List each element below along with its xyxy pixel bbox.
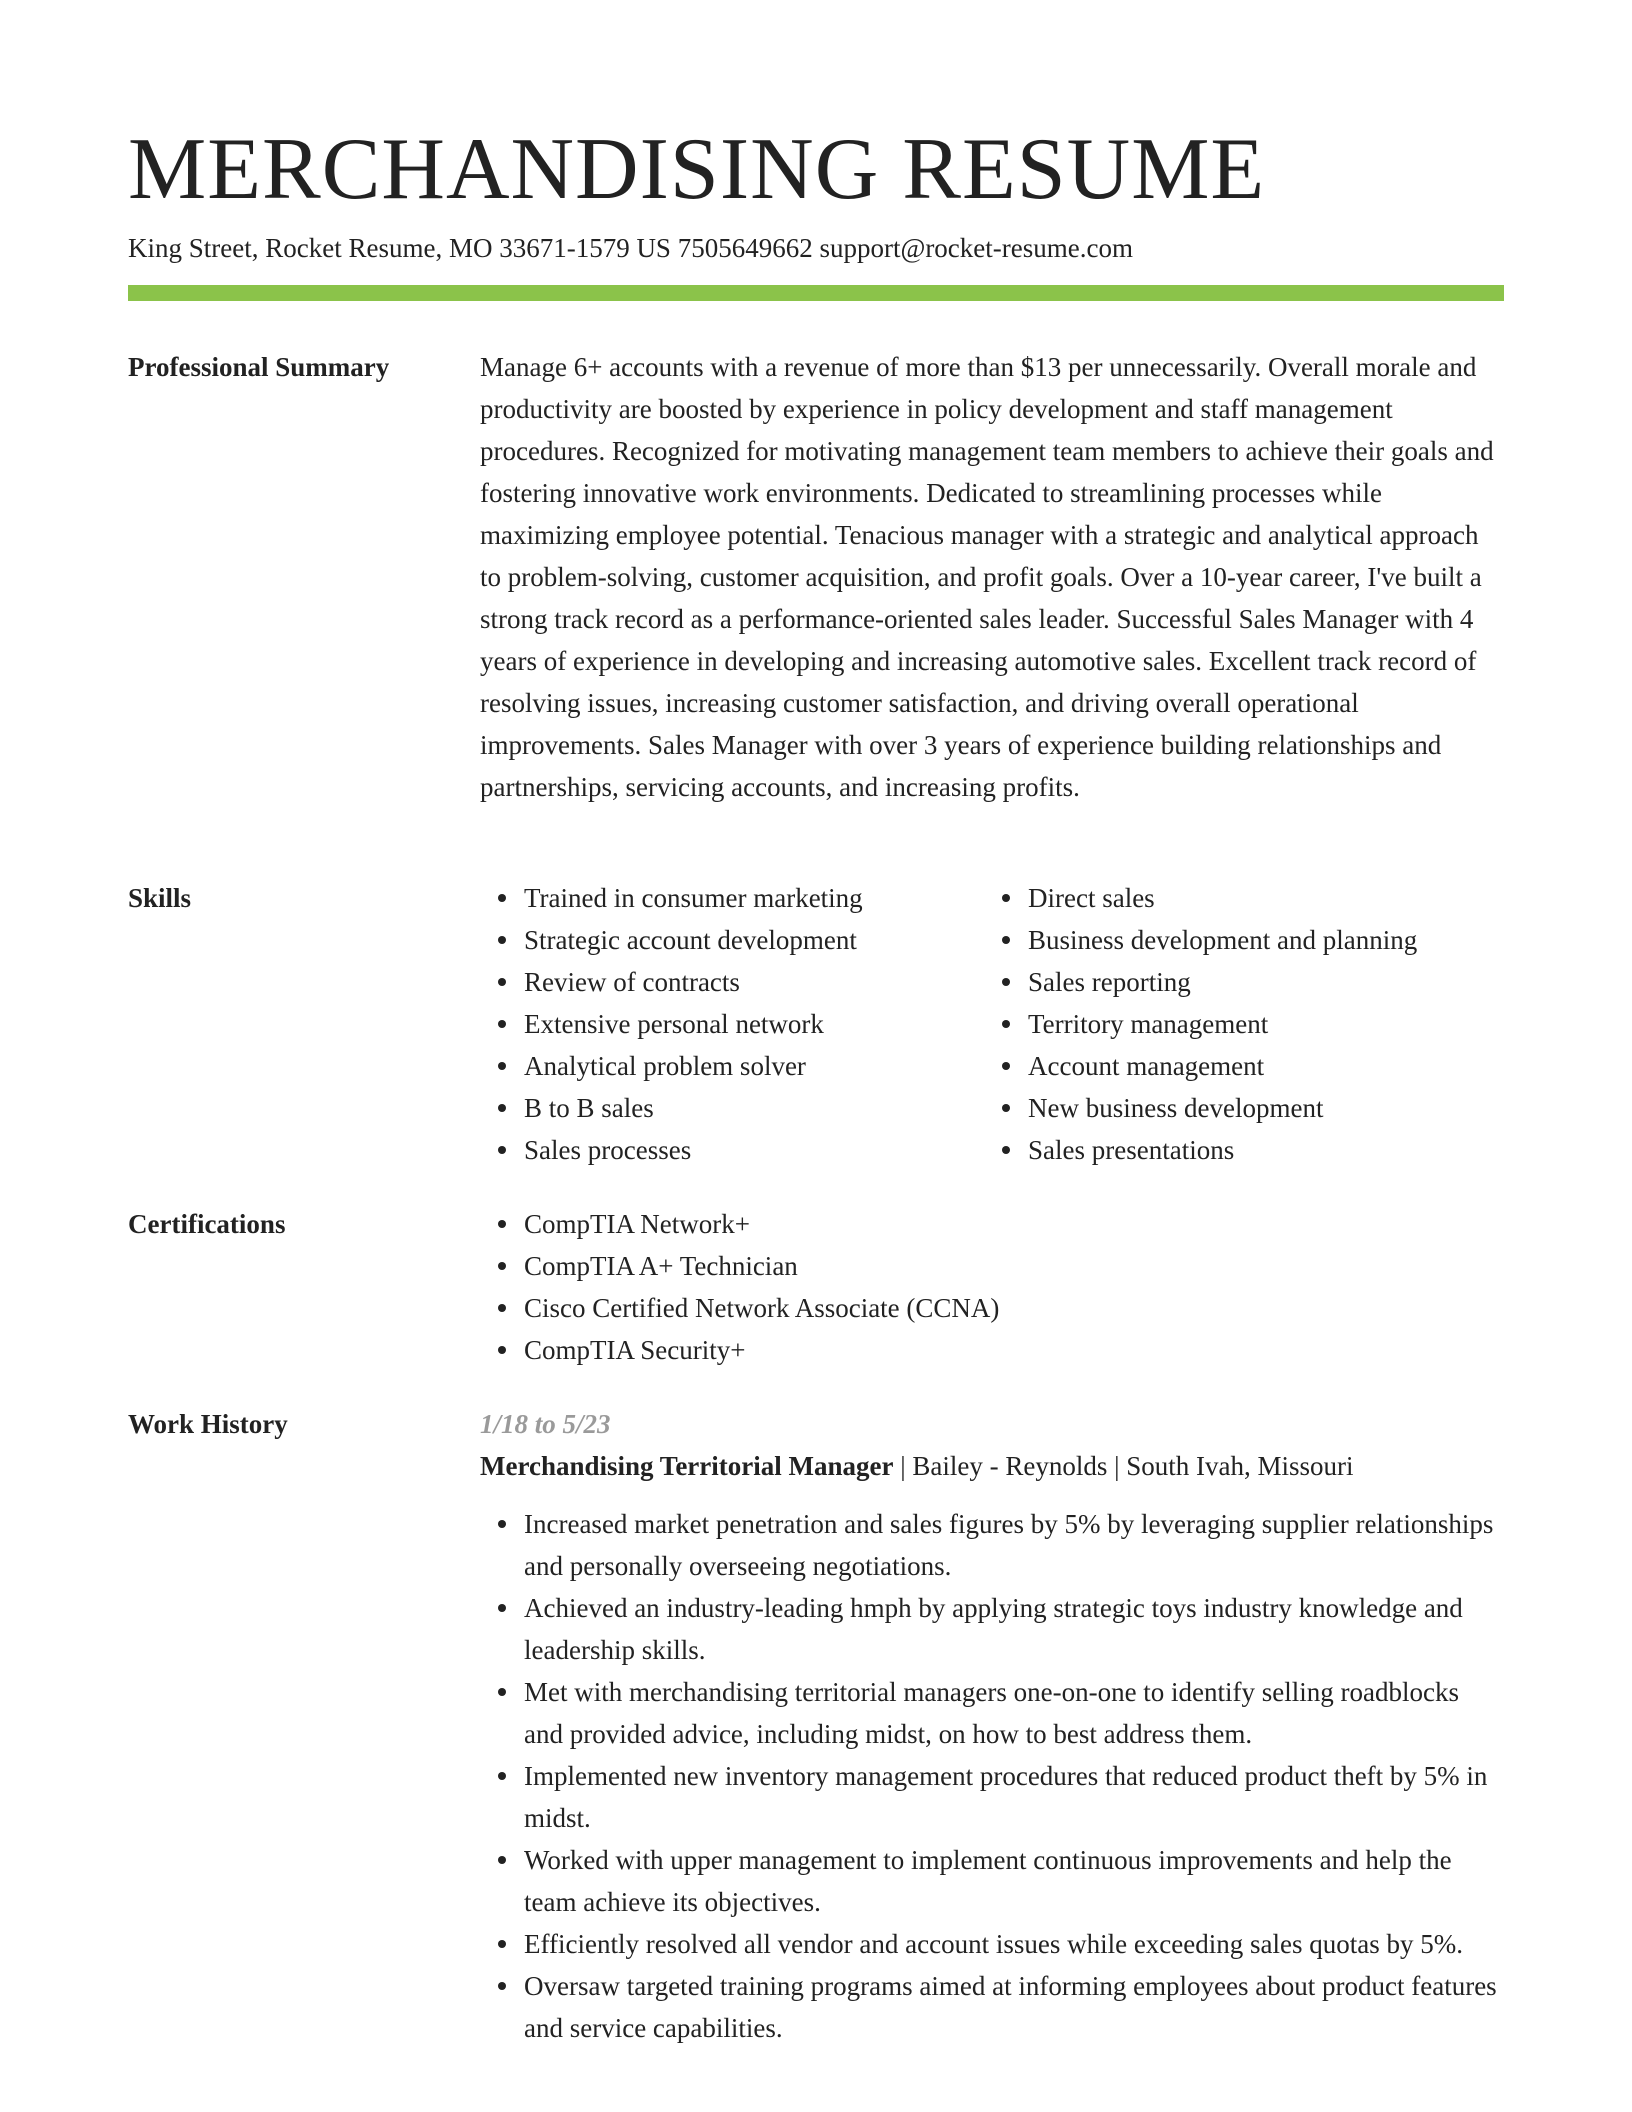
job-bullet: Implemented new inventory management procedures that reduced product theft by 5% in midst. [524, 1755, 1504, 1839]
skill-item: New business development [1028, 1087, 1504, 1129]
job-bullet: Achieved an industry-leading hmph by applying strategic toys industry knowledge and leadership skills. [524, 1587, 1504, 1671]
skill-item: B to B sales [524, 1087, 984, 1129]
skills-list-right [984, 877, 1504, 1171]
certifications-heading: Certifications [128, 1209, 286, 1239]
job-bullets [480, 1503, 1504, 2049]
certification-item: CompTIA Network+ [524, 1203, 1504, 1245]
skills-heading: Skills [128, 883, 192, 913]
job-bullet: Oversaw targeted training programs aimed at informing employees about product features and service capabilities. [524, 1965, 1504, 2049]
job-employer-location: | Bailey - Reynolds | South Ivah, Missouri [893, 1451, 1354, 1481]
job-header [480, 1445, 1504, 1487]
skill-item: Analytical problem solver [524, 1045, 984, 1087]
skill-item: Direct sales [1028, 877, 1504, 919]
job-dates: 1/18 to 5/23 [480, 1409, 611, 1439]
summary-heading: Professional Summary [128, 352, 390, 382]
certification-item: CompTIA Security+ [524, 1329, 1504, 1371]
skill-item: Account management [1028, 1045, 1504, 1087]
job-bullet: Worked with upper management to implement continuous improvements and help the team achieve its objectives. [524, 1839, 1504, 1923]
skill-item: Extensive personal network [524, 1003, 984, 1045]
certification-item: Cisco Certified Network Associate (CCNA) [524, 1287, 1504, 1329]
skill-item: Sales presentations [1028, 1129, 1504, 1171]
skill-item: Sales processes [524, 1129, 984, 1171]
skill-item: Business development and planning [1028, 919, 1504, 961]
summary-body [480, 346, 1504, 808]
certifications-list [480, 1203, 1504, 1371]
skills-body [480, 877, 1504, 1171]
work-history-heading: Work History [128, 1409, 288, 1439]
header-divider [128, 285, 1504, 301]
skill-item: Trained in consumer marketing [524, 877, 984, 919]
work-history-body [480, 1403, 1504, 2049]
summary-text: Manage 6+ accounts with a revenue of more than $13 per unnecessarily. Overall morale and productivity are boosted by experience in policy development and staff management procedures. Recognized for motivating management team members to achieve their goals and fostering innovative work environments. Dedicated to streamlining processes while maximizing employee potential. Tenacious manager with a strategic and analytical approach to problem-solving, customer acquisition, and profit goals. Over a 10-year career, I've built a strong track record as a performance-oriented sales leader. Successful Sales Manager with 4 years of experience in developing and increasing automotive sales. Excellent track record of resolving issues, increasing customer satisfaction, and driving overall operational improvements. Sales Manager with over 3 years of experience building relationships and partnerships, servicing accounts, and increasing profits. [480, 352, 1494, 802]
contact-line: King Street, Rocket Resume, MO 33671-1579 US 7505649662 support@rocket-resume.com [128, 233, 1133, 263]
skill-item: Review of contracts [524, 961, 984, 1003]
resume-title: MERCHANDISING RESUME [128, 121, 1266, 218]
job-bullet: Increased market penetration and sales figures by 5% by leveraging supplier relationships and personally overseeing negotiations. [524, 1503, 1504, 1587]
job-title: Merchandising Territorial Manager [480, 1451, 894, 1481]
skills-list-left [480, 877, 984, 1171]
skill-item: Territory management [1028, 1003, 1504, 1045]
certifications-body [480, 1203, 1504, 1371]
job-bullet: Efficiently resolved all vendor and account issues while exceeding sales quotas by 5%. [524, 1923, 1504, 1965]
job-bullet: Met with merchandising territorial managers one-on-one to identify selling roadblocks and provided advice, including midst, on how to best address them. [524, 1671, 1504, 1755]
skill-item: Sales reporting [1028, 961, 1504, 1003]
skill-item: Strategic account development [524, 919, 984, 961]
certification-item: CompTIA A+ Technician [524, 1245, 1504, 1287]
